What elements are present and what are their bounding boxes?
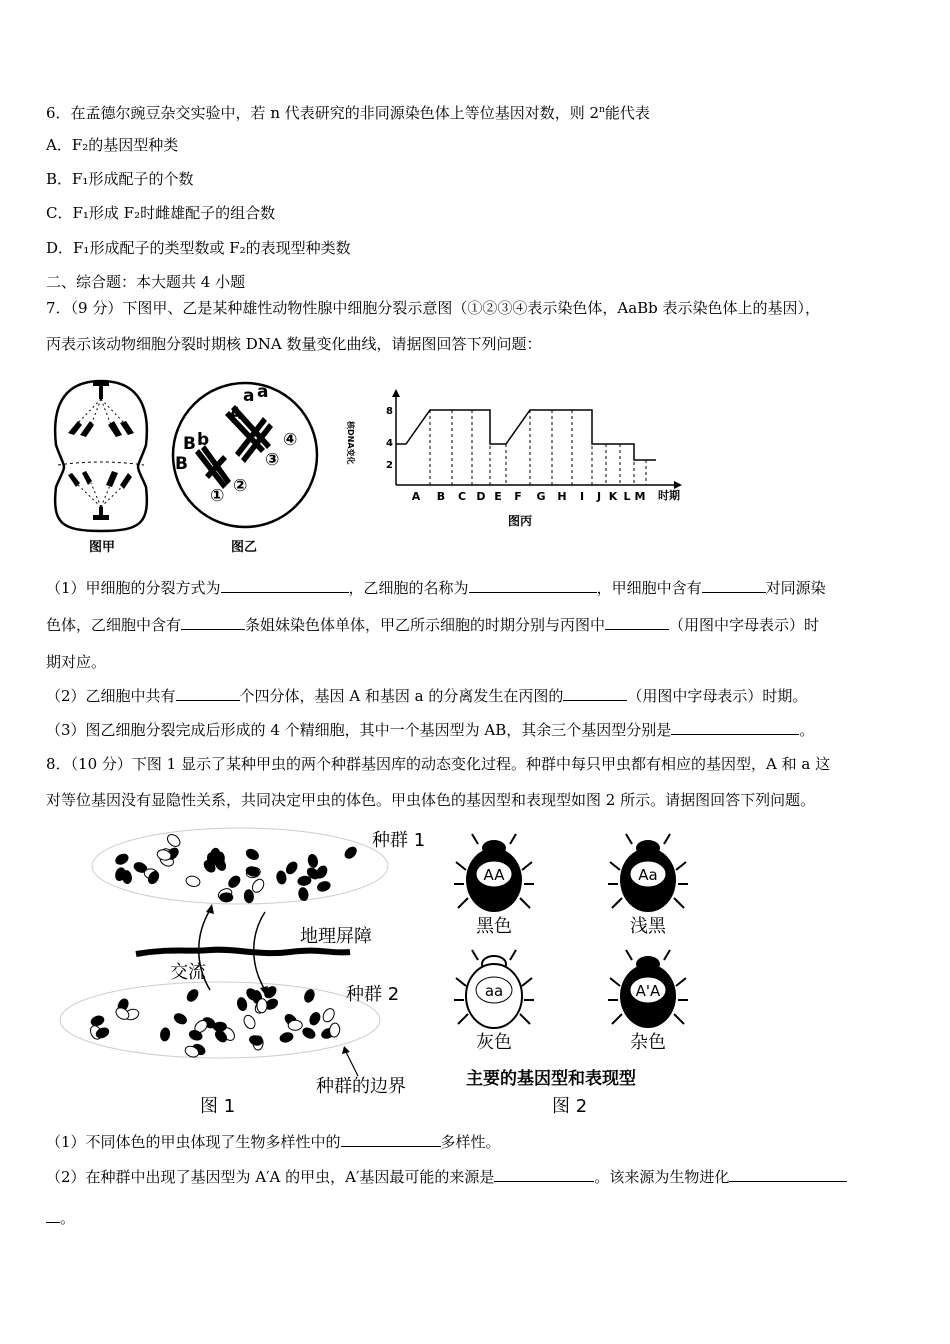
phenotype-mixed: 杂色 bbox=[630, 1032, 666, 1053]
answer-blank[interactable] bbox=[469, 578, 597, 593]
answer-blank[interactable] bbox=[605, 615, 669, 630]
q6-stem: 6．在孟德尔豌豆杂交实验中，若 n 代表研究的非同源染色体上等位基因对数，则 2$^n$能代表 bbox=[46, 104, 650, 122]
answer-blank[interactable] bbox=[702, 578, 766, 593]
beetle-mark bbox=[257, 999, 267, 1013]
q7-stem-line1: 7．（9 分）下图甲、乙是某种雄性动物性腺中细胞分裂示意图（①②③④表示染色体，AaBb 表示染色体上的基因）， bbox=[46, 299, 821, 317]
beetle-mark bbox=[300, 1025, 317, 1041]
beetle-mark bbox=[236, 996, 249, 1012]
gene-a-2: a bbox=[257, 382, 269, 402]
answer-blank[interactable] bbox=[341, 1132, 441, 1147]
figure-bing bbox=[346, 385, 700, 535]
q7-part1-line3: 期对应。 bbox=[46, 653, 107, 671]
beetle-mark bbox=[242, 1013, 257, 1030]
beetle-mark bbox=[278, 1031, 294, 1044]
beetle-mark bbox=[243, 889, 254, 904]
beetle-mark bbox=[283, 859, 299, 876]
q8-stem-line2: 对等位基因没有显隐性关系，共同决定甲虫的体色。甲虫体色的基因型和表现型如图 2 所示。请据图回答下列问题。 bbox=[46, 791, 816, 809]
barrier-label: 地理屏障 bbox=[300, 926, 372, 947]
q7-part3: （3）图乙细胞分裂完成后形成的 4 个精细胞，其中一个基因型为 AB，其余三个基因型分别是 。 bbox=[46, 721, 815, 739]
beetle-mark bbox=[159, 1027, 171, 1042]
svg-text:Aa: Aa bbox=[638, 866, 658, 884]
beetle-mark bbox=[89, 1014, 105, 1028]
answer-blank[interactable] bbox=[46, 1208, 60, 1223]
graph-xtick: I bbox=[579, 490, 585, 503]
chromosome-1: ① bbox=[210, 486, 225, 506]
q6-option-a: A．F₂的基因型种类 bbox=[46, 136, 179, 154]
answer-blank[interactable] bbox=[494, 1167, 594, 1182]
q7-part1-line2: 色体，乙细胞中含有 条姐妹染色体单体，甲乙所示细胞的时期分别与丙图中 （用图中字母表示）时 bbox=[46, 616, 820, 634]
figure-2 bbox=[456, 822, 726, 1122]
fig1-caption: 图 1 bbox=[200, 1096, 236, 1117]
graph-ylabel: 核DNA变化 bbox=[346, 421, 355, 465]
gene-A: A bbox=[229, 404, 243, 424]
beetle-aa-gray bbox=[454, 950, 534, 1028]
graph-xtick: J bbox=[596, 490, 602, 503]
beetle-mark bbox=[275, 870, 287, 885]
beetle-mark bbox=[172, 1011, 189, 1027]
beetle-aa-black bbox=[454, 834, 534, 912]
beetle-mark bbox=[342, 844, 359, 861]
fig2-caption: 图 2 bbox=[552, 1096, 588, 1117]
graph-ytick-2: 2 bbox=[386, 460, 393, 471]
fig-yi-label: 图乙 bbox=[231, 540, 258, 555]
q8-part2-tail: 。 bbox=[46, 1208, 75, 1228]
graph-xtick: D bbox=[476, 490, 486, 503]
q6-option-d: D．F₁形成配子的类型数或 F₂的表现型种类数 bbox=[46, 239, 351, 257]
answer-blank[interactable] bbox=[221, 578, 349, 593]
beetle-mark bbox=[329, 1023, 341, 1038]
beetle-mark bbox=[113, 851, 130, 866]
beetle-mark bbox=[321, 1007, 337, 1024]
answer-blank[interactable] bbox=[671, 720, 799, 735]
gene-a-1: a bbox=[243, 386, 255, 406]
beetle-mark bbox=[184, 987, 200, 1004]
fig-jia-label: 图甲 bbox=[89, 540, 116, 555]
gene-B-2: B bbox=[175, 454, 188, 474]
chromosome-3: ③ bbox=[265, 450, 280, 470]
graph-xtick: A bbox=[411, 490, 421, 503]
q8-part1: （1）不同体色的甲虫体现了生物多样性中的 多样性。 bbox=[46, 1133, 501, 1151]
answer-blank[interactable] bbox=[563, 686, 627, 701]
graph-xtick: G bbox=[536, 490, 546, 503]
phenotype-black: 黑色 bbox=[476, 916, 512, 937]
chromosome-2: ② bbox=[233, 476, 248, 496]
svg-text:aa: aa bbox=[484, 982, 504, 1000]
pop1-label: 种群 1 bbox=[372, 830, 426, 851]
boundary-label: 种群的边界 bbox=[316, 1076, 406, 1097]
beetle-mark bbox=[165, 832, 182, 849]
section-heading: 二、综合题：本大题共 4 小题 bbox=[46, 273, 246, 291]
figure-jia bbox=[46, 375, 156, 555]
exchange-label: 交流 bbox=[170, 962, 206, 983]
beetle-a-prime-a bbox=[608, 950, 688, 1028]
beetle-mark bbox=[185, 875, 201, 888]
pop2-label: 种群 2 bbox=[346, 984, 400, 1005]
graph-xtick: L bbox=[623, 490, 631, 503]
q6-option-b: B．F₁形成配子的个数 bbox=[46, 170, 194, 188]
graph-ytick-8: 8 bbox=[386, 406, 393, 417]
gene-B-1: B bbox=[183, 434, 196, 454]
graph-xtick: C bbox=[457, 490, 467, 503]
svg-text:A'A: A'A bbox=[635, 982, 661, 1000]
beetle-mark bbox=[226, 873, 243, 890]
answer-blank[interactable] bbox=[176, 686, 240, 701]
beetle-mark bbox=[307, 853, 319, 869]
graph-xtick: M bbox=[634, 490, 646, 503]
q7-stem-line2: 丙表示该动物细胞分裂时期核 DNA 数量变化曲线，请据图回答下列问题： bbox=[46, 335, 542, 353]
fig2-subtitle: 主要的基因型和表现型 bbox=[466, 1069, 636, 1089]
phenotype-light-black: 浅黑 bbox=[630, 916, 666, 937]
graph-xlabel: 时期 bbox=[658, 489, 680, 502]
q6-option-c: C．F₁形成 F₂时雌雄配子的组合数 bbox=[46, 204, 276, 222]
chromosome-4: ④ bbox=[283, 430, 298, 450]
graph-xtick: K bbox=[608, 490, 618, 503]
beetle-mark bbox=[316, 879, 332, 893]
answer-blank[interactable] bbox=[181, 615, 245, 630]
q8-stem-line1: 8．（10 分）下图 1 显示了某种甲虫的两个种群基因库的动态变化过程。种群中每只甲虫都有相应的基因型，A 和 a 这 bbox=[46, 755, 831, 773]
graph-xtick: H bbox=[557, 490, 567, 503]
figure-yi bbox=[165, 375, 325, 555]
beetle-mark bbox=[288, 1020, 302, 1030]
beetle-aa-light bbox=[608, 834, 688, 912]
gene-b: b bbox=[197, 430, 210, 450]
q7-part1-line1: （1）甲细胞的分裂方式为 ，乙细胞的名称为 ，甲细胞中含有 对同源染 bbox=[46, 579, 826, 597]
graph-xtick: B bbox=[436, 490, 446, 503]
dna-curve bbox=[396, 410, 656, 460]
graph-xtick: F bbox=[514, 490, 522, 503]
fig-bing-label: 图丙 bbox=[508, 514, 533, 528]
svg-text:AA: AA bbox=[483, 866, 505, 884]
q8-part2: （2）在种群中出现了基因型为 A′A 的甲虫，A′基因最可能的来源是 。该来源为生物进化 bbox=[46, 1167, 847, 1187]
answer-blank[interactable] bbox=[729, 1167, 847, 1182]
beetle-mark bbox=[302, 988, 316, 1005]
figure-1 bbox=[60, 820, 450, 1120]
graph-xtick: E bbox=[494, 490, 502, 503]
phenotype-gray: 灰色 bbox=[476, 1032, 512, 1053]
graph-ytick-4: 4 bbox=[386, 438, 393, 449]
q7-part2: （2）乙细胞中共有 个四分体，基因 A 和基因 a 的分离发生在丙图的 （用图中字母表示）时期。 bbox=[46, 687, 808, 705]
beetle-mark bbox=[244, 847, 261, 863]
beetle-mark bbox=[307, 1010, 322, 1027]
